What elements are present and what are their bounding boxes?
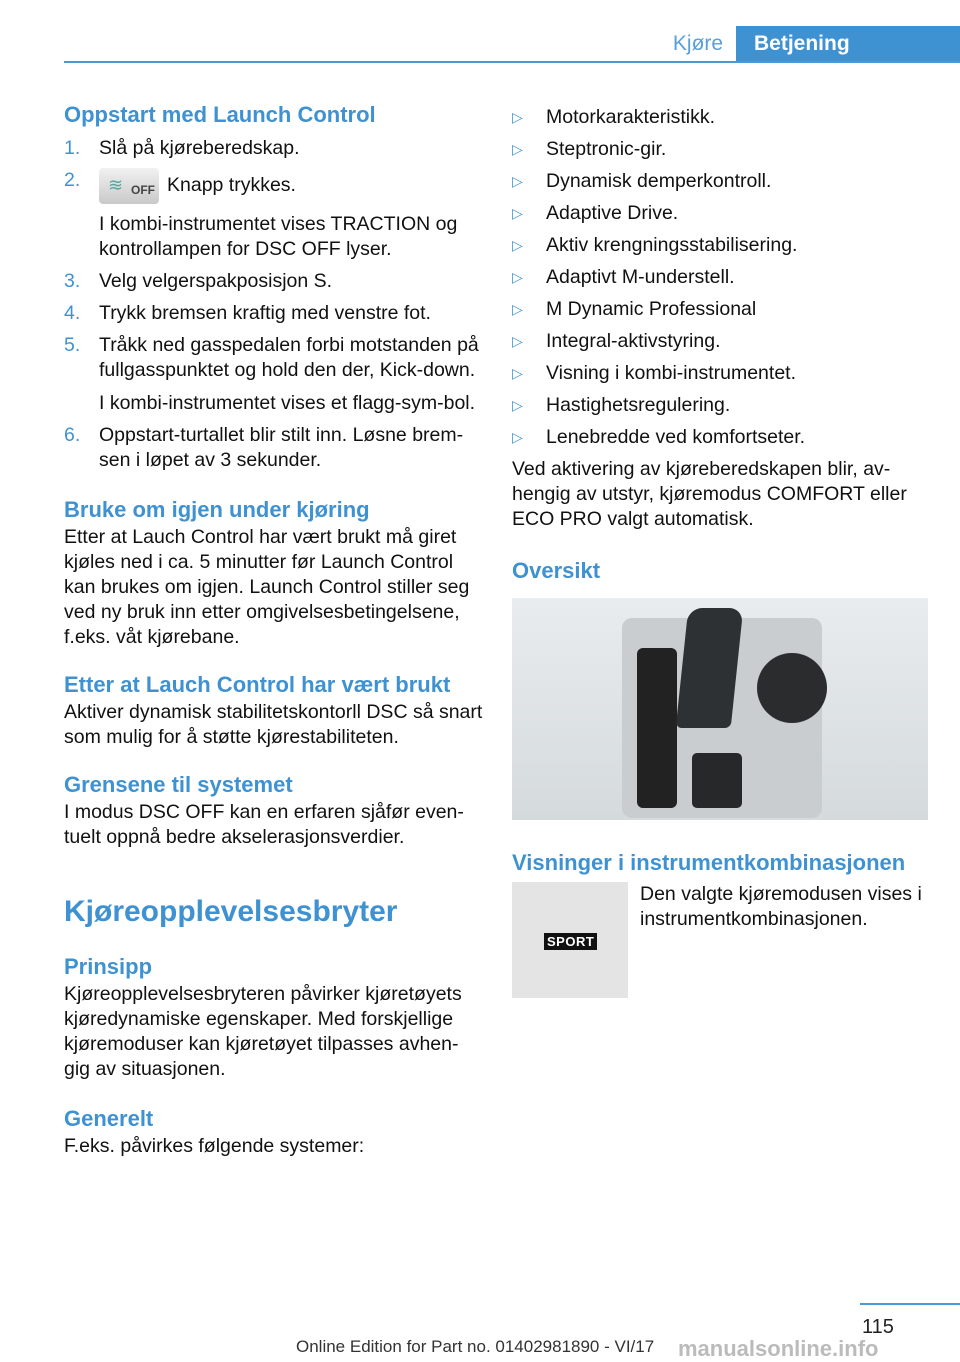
- system-item-label: Steptronic-gir.: [546, 138, 667, 160]
- triangle-bullet-icon: ▷: [512, 205, 523, 221]
- step-text: Tråkk ned gasspedalen forbi motstanden på fullgasspunktet og hold den der, Kick-down.: [99, 334, 479, 381]
- step-text: Velg velgerspakposisjon S.: [99, 270, 333, 292]
- system-item-label: Aktiv krengningsstabilisering.: [546, 234, 798, 256]
- triangle-bullet-icon: ▷: [512, 301, 523, 317]
- dsc-off-label: OFF: [131, 183, 155, 197]
- triangle-bullet-icon: ▷: [512, 429, 523, 445]
- center-console-photo: [512, 598, 928, 820]
- system-item-label: Integral-aktivstyring.: [546, 330, 721, 352]
- step-number: 4.: [64, 302, 81, 324]
- launch-steps: [64, 136, 484, 473]
- systems-list: [512, 105, 932, 450]
- header-rule: [64, 61, 960, 63]
- heading-generelt: Generelt: [64, 1106, 154, 1131]
- system-item: [512, 425, 932, 450]
- system-item-label: Dynamisk demperkontroll.: [546, 170, 772, 192]
- step-3: [64, 269, 484, 294]
- step-1: [64, 136, 484, 161]
- step-number: 1.: [64, 137, 81, 159]
- paragraph-prinsipp: Kjøreopplevelsesbryteren påvirker kjøretøyets kjøredynamiske egenskaper. Med forskjellige kjøremoduser kan kjøretøyet tilpasses avhen-gig av situasjonen.: [64, 983, 462, 1080]
- system-item: [512, 265, 932, 290]
- triangle-bullet-icon: ▷: [512, 173, 523, 189]
- system-item-label: Hastighetsregulering.: [546, 394, 731, 416]
- system-item: [512, 105, 932, 130]
- heading-etter: Etter at Lauch Control har vært brukt: [64, 672, 451, 697]
- step-2: [64, 168, 484, 262]
- step-extra: I kombi-instrumentet vises TRACTION og kontrollampen for DSC OFF lyser.: [99, 213, 458, 260]
- triangle-bullet-icon: ▷: [512, 109, 523, 125]
- paragraph-aktivering: Ved aktivering av kjøreberedskapen blir, av-hengig av utstyr, kjøremodus COMFORT eller ECO PRO valgt automatisk.: [512, 458, 907, 530]
- system-item-label: Lenebredde ved komfortseter.: [546, 426, 806, 448]
- system-item: [512, 393, 932, 418]
- traction-car-icon: ≋: [108, 175, 124, 195]
- edition-text: Online Edition for Part no. 01402981890 - VI/17: [296, 1337, 655, 1356]
- system-item-label: Motorkarakteristikk.: [546, 106, 716, 128]
- step-text: Oppstart-turtallet blir stilt inn. Løsne brem-sen i løpet av 3 sekunder.: [99, 424, 464, 471]
- heading-oversikt: Oversikt: [512, 558, 601, 583]
- heading-kjoreopplevelsesbryter: Kjøreopplevelsesbryter: [64, 895, 398, 928]
- heading-grensene: Grensene til systemet: [64, 772, 293, 797]
- heading-visninger: Visninger i instrumentkombinasjonen: [512, 850, 906, 875]
- sport-mode-label: SPORT: [544, 933, 597, 950]
- heading-prinsipp: Prinsipp: [64, 954, 153, 979]
- tab-kjore[interactable]: Kjøre: [672, 32, 724, 55]
- tab-betjening[interactable]: Betjening: [736, 26, 960, 63]
- system-item: [512, 329, 932, 354]
- paragraph-generelt: F.eks. påvirkes følgende systemer:: [64, 1135, 365, 1157]
- watermark: manualsonline.info: [678, 1336, 879, 1361]
- step-5: [64, 333, 484, 416]
- idrive-controller: [757, 653, 827, 723]
- page-number: 115: [862, 1316, 894, 1338]
- step-4: [64, 301, 484, 326]
- driving-mode-switch-panel: [637, 648, 677, 808]
- footer-rule: [860, 1303, 960, 1305]
- dsc-off-button-icon: [99, 168, 159, 204]
- system-item-label: Adaptivt M-understell.: [546, 266, 735, 288]
- step-text: Slå på kjøreberedskap.: [99, 137, 300, 159]
- triangle-bullet-icon: ▷: [512, 365, 523, 381]
- system-item: [512, 233, 932, 258]
- parking-brake-switch: [692, 753, 742, 808]
- visninger-block: [512, 882, 932, 998]
- heading-launch-control: Oppstart med Launch Control: [64, 102, 376, 127]
- sport-display-image: [512, 882, 628, 998]
- paragraph-bruke: Etter at Lauch Control har vært brukt må giret kjøles ned i ca. 5 minutter før Launch Control kan brukes om igjen. Launch Control stiller seg ved ny bruk inn etter omgivelsesbetingelsene, f.eks. våt kjørebane.: [64, 526, 470, 648]
- step-text: Knapp trykkes.: [167, 174, 296, 197]
- step-number: 5.: [64, 334, 81, 356]
- triangle-bullet-icon: ▷: [512, 269, 523, 285]
- step-extra: I kombi-instrumentet vises et flagg-sym-bol.: [99, 392, 476, 414]
- system-item-label: Visning i kombi-instrumentet.: [546, 362, 796, 384]
- step-text: Trykk bremsen kraftig med venstre fot.: [99, 302, 431, 324]
- right-column: [512, 105, 932, 998]
- system-item-label: M Dynamic Professional: [546, 298, 757, 320]
- step-number: 3.: [64, 270, 81, 292]
- triangle-bullet-icon: ▷: [512, 141, 523, 157]
- system-item-label: Adaptive Drive.: [546, 202, 679, 224]
- left-column: [64, 100, 484, 1159]
- system-item: [512, 137, 932, 162]
- triangle-bullet-icon: ▷: [512, 333, 523, 349]
- heading-bruke: Bruke om igjen under kjøring: [64, 497, 370, 522]
- step-number: 6.: [64, 424, 81, 446]
- step-6: [64, 423, 484, 473]
- paragraph-etter: Aktiver dynamisk stabilitetskontorll DSC så snart som mulig for å støtte kjørestabiliteten.: [64, 701, 483, 748]
- triangle-bullet-icon: ▷: [512, 237, 523, 253]
- system-item: [512, 169, 932, 194]
- triangle-bullet-icon: ▷: [512, 397, 523, 413]
- system-item: [512, 201, 932, 226]
- system-item: [512, 297, 932, 322]
- step-number: 2.: [64, 169, 81, 191]
- system-item: [512, 361, 932, 386]
- paragraph-visninger: Den valgte kjøremodusen vises i instrumentkombinasjonen.: [640, 883, 922, 930]
- paragraph-grensene: I modus DSC OFF kan en erfaren sjåfør even-tuelt oppnå bedre akselerasjonsverdier.: [64, 801, 464, 848]
